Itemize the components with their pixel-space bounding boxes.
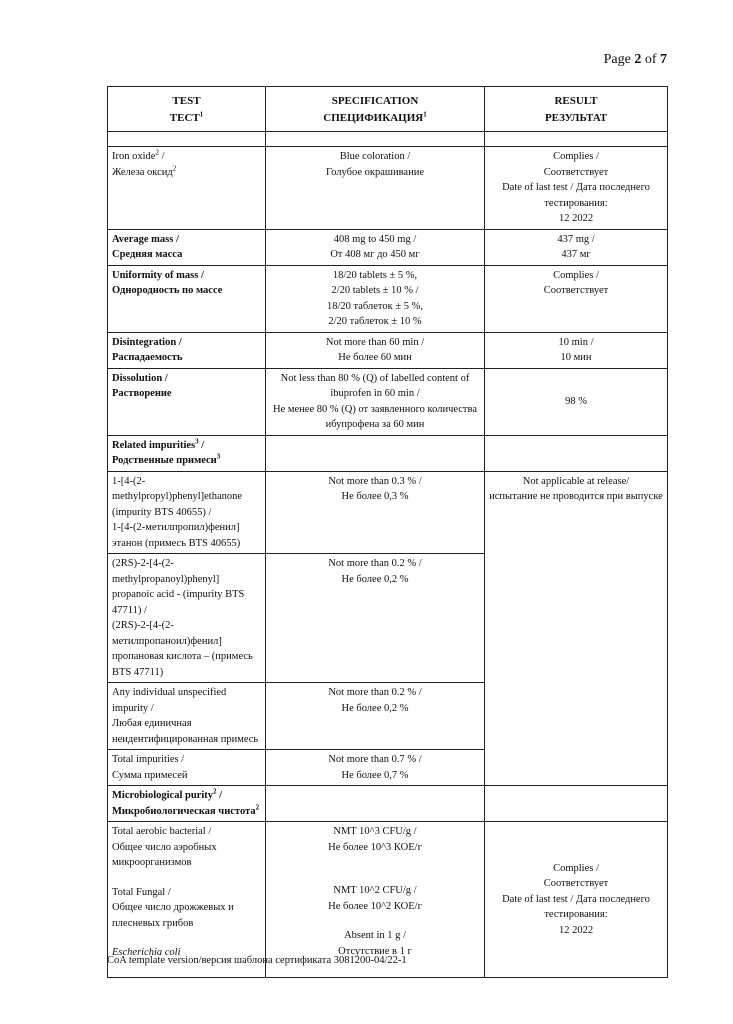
row-dissolution [108,368,668,435]
result-cell: Complies / Соответствует Date of last test / Дата последнего тестирования: 12 2022 [485,822,668,978]
test-cell: Any individual unspecified impurity / Любая единичная неидентифицированная примесь [108,683,266,750]
test-cell: Total impurities / Сумма примесей [108,750,266,786]
test-cell: (2RS)-2-[4-(2-methylpropanoyl)phenyl] propanoic acid - (impurity BTS 47711) / (2RS)-2-[4-(2-метилпропаноил)фенил] пропановая кислота – (примесь BTS 47711) [108,554,266,683]
test-cell: 1-[4-(2-methylpropyl)phenyl]ethanone (impurity BTS 40655) / 1-[4-(2-метилпропил)фенил] этанон (примесь BTS 40655) [108,471,266,554]
row-microbiological-items [108,822,668,978]
table-header-row [108,87,668,132]
spec-cell: Not more than 0.3 % / Не более 0,3 % [266,471,485,554]
result-cell-impurities: Not applicable at release/ испытание не проводится при выпуске [485,471,668,786]
row-average-mass [108,229,668,265]
header-test: TEST ТЕСТ$^1$ [108,87,266,132]
result-cell: 10 min / 10 мин [485,332,668,368]
test-cell: Iron oxide$^2$ / Железа оксид$^2$ [108,147,266,230]
row-impurity-bts-40655 [108,471,668,554]
spec-cell: Not more than 60 min / Не более 60 мин [266,332,485,368]
row-related-impurities [108,435,668,471]
spec-cell: Not less than 80 % (Q) of labelled content of ibuprofen in 60 min / Не менее 80 % (Q) от заявленного количества ибупрофена за 60 мин [266,368,485,435]
result-cell: 98 % [485,368,668,435]
result-cell: 437 mg / 437 мг [485,229,668,265]
spec-cell: Not more than 0.2 % / Не более 0,2 % [266,554,485,683]
spec-cell: Not more than 0.7 % / Не более 0,7 % [266,750,485,786]
spec-cell: Blue coloration / Голубое окрашивание [266,147,485,230]
test-cell: Average mass / Средняя масса [108,229,266,265]
test-cell: Total aerobic bacterial / Общее число аэробных микроорганизмов Total Fungal / Общее число дрожжевых и плесневых грибов Escherichia coli [108,822,266,978]
row-disintegration [108,332,668,368]
footer-template-version: CoA template version/версия шаблона сертификата 3081200-04/22-1 [107,955,407,966]
result-cell: Complies / Соответствует [485,265,668,332]
result-cell: Complies / Соответствует Date of last test / Дата последнего тестирования: 12 2022 [485,147,668,230]
header-specification: SPECIFICATION СПЕЦИФИКАЦИЯ$^1$ [266,87,485,132]
section-title: Related impurities$^3$ / Родственные примеси$^3$ [108,435,266,471]
test-cell: Disintegration / Распадаемость [108,332,266,368]
page-number: Page 2 of 7 [603,52,667,67]
header-result: RESULT РЕЗУЛЬТАТ [485,87,668,132]
row-iron-oxide [108,147,668,230]
spec-cell: Not more than 0.2 % / Не более 0,2 % [266,683,485,750]
spec-cell: 408 mg to 450 mg / От 408 мг до 450 мг [266,229,485,265]
section-title: Microbiological purity$^2$ / Микробиологическая чистота$^2$ [108,786,266,822]
row-uniformity-of-mass [108,265,668,332]
spacer-row [108,132,668,147]
test-cell: Uniformity of mass / Однородность по массе [108,265,266,332]
spec-cell: NMT 10^3 CFU/g / Не более 10^3 КОЕ/г NMT 10^2 CFU/g / Не более 10^2 КОЕ/г Absent in 1 g / Отсутствие в 1 г [266,822,485,978]
spec-cell: 18/20 tablets ± 5 %, 2/20 tablets ± 10 % / 18/20 таблеток ± 5 %, 2/20 таблеток ± 10 % [266,265,485,332]
coa-table [107,86,668,978]
test-cell: Dissolution / Растворение [108,368,266,435]
row-microbiological-purity [108,786,668,822]
